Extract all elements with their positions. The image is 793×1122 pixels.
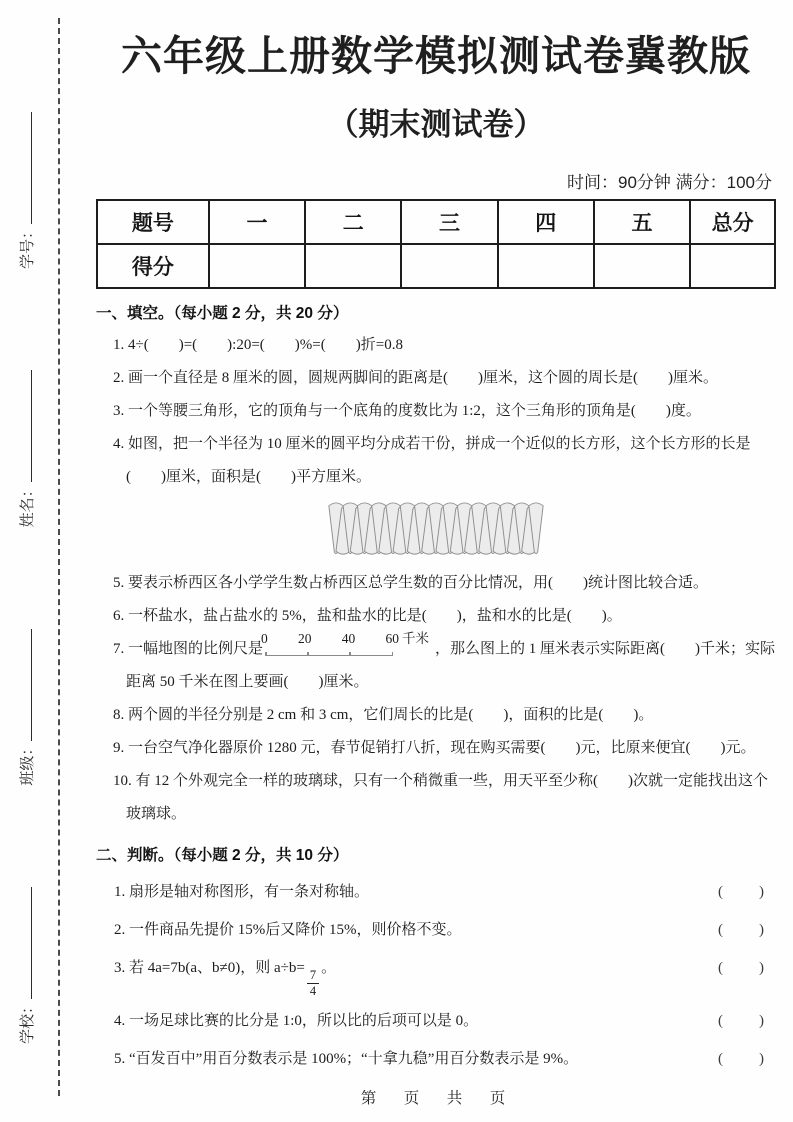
question3-text-after: 。 (321, 960, 337, 977)
scale-tick-label: 20 (298, 631, 312, 647)
judge-question-text: 4. 一场足球比赛的比分是 1:0，所以比的后项可以是 0。 (114, 1013, 479, 1030)
scale-bar-numbers (261, 632, 399, 646)
score-cell (209, 244, 305, 288)
school-field (16, 887, 37, 1044)
judge-question-5 (96, 1044, 776, 1074)
class-field (16, 629, 37, 786)
map-scale-bar (261, 631, 430, 656)
answer-bracket: ( ) (718, 884, 766, 901)
judge-question-1 (96, 877, 776, 907)
scale-bar-tick (392, 652, 394, 656)
score-cell (401, 244, 497, 288)
score-table-score-row (97, 244, 775, 288)
score-header-cell: 四 (498, 200, 594, 244)
scale-tick-label: 60 (385, 631, 400, 647)
judge-question-text (114, 953, 336, 998)
question7-text-before: 7. 一幅地图的比例尺是 (113, 641, 264, 658)
fill-question-8: 8. 两个圆的半径分别是 2 cm 和 3 cm，它们周长的比是( )，面积的比是( )。 (113, 707, 654, 724)
scale-bar-unit: 千米 (402, 631, 430, 647)
fill-question-4: 4. 如图，把一个半径为 10 厘米的圆平均分成若干份，拼成一个近似的长方形，这个长方形的长是( )厘米，面积是( )平方厘米。 (113, 436, 751, 486)
fraction-denominator: 4 (309, 984, 317, 999)
student-info-margin (16, 82, 37, 1062)
score-cell (305, 244, 401, 288)
student-id-blank-line (18, 112, 32, 224)
circle-sectors-svg (325, 498, 547, 560)
judge-question-4 (96, 1006, 776, 1036)
fill-question-2: 2. 画一个直径是 8 厘米的圆，圆规两脚间的距离是( )厘米，这个圆的周长是( )厘米。 (113, 370, 718, 387)
class-blank-line (18, 629, 32, 741)
answer-bracket: ( ) (718, 1013, 766, 1030)
class-label: 班级： (20, 740, 36, 786)
fill-question-9: 9. 一台空气净化器原价 1280 元，春节促销打八折，现在购买需要( )元，比原来便宜( )元。 (113, 740, 756, 757)
name-field (16, 370, 37, 527)
judge-question-text: 2. 一件商品先提价 15%后又降价 15%，则价格不变。 (114, 922, 462, 939)
score-cell (690, 244, 775, 288)
scale-bar-tick (265, 652, 267, 656)
judge-question-2 (96, 915, 776, 945)
judge-question-text: 5. “百发百中”用百分数表示是 100%；“十拿九稳”用百分数表示是 9%。 (114, 1051, 579, 1068)
section1-heading: 一、填空。（每小题 2 分，共 20 分） (96, 305, 349, 323)
judge-question-text: 1. 扇形是轴对称图形，有一条对称轴。 (114, 884, 370, 901)
fold-dashed-line (58, 18, 60, 1096)
section-fill-blanks (96, 301, 776, 831)
page-title: 六年级上册数学模拟测试卷冀教版 (121, 33, 751, 79)
score-header-cell: 题号 (97, 200, 209, 244)
fill-question-5: 5. 要表示桥西区各小学学生数占桥西区总学生数的百分比情况，用( )统计图比较合适。 (113, 575, 708, 592)
school-label: 学校： (20, 998, 36, 1044)
fraction-seven-fourths (307, 969, 319, 998)
student-id-field (16, 112, 37, 269)
score-header-cell: 二 (305, 200, 401, 244)
score-cell (498, 244, 594, 288)
score-row-label: 得分 (97, 244, 209, 288)
school-blank-line (18, 887, 32, 999)
name-blank-line (18, 370, 32, 482)
answer-bracket: ( ) (718, 960, 766, 977)
score-header-cell: 五 (594, 200, 690, 244)
scale-bar-tick (307, 652, 309, 656)
scale-tick-label: 0 (261, 631, 268, 647)
section2-heading: 二、判断。（每小题 2 分，共 10 分） (96, 847, 349, 865)
fill-question-7 (96, 633, 776, 699)
judge-question-3 (96, 953, 776, 998)
student-id-label: 学号： (20, 224, 36, 270)
fraction-numerator: 7 (307, 969, 319, 984)
page-footer: 第 页 共 页 (360, 1090, 512, 1107)
scale-bar-tick (349, 652, 351, 656)
section-judge (96, 843, 776, 1074)
score-cell (594, 244, 690, 288)
fill-question-3: 3. 一个等腰三角形，它的顶角与一个底角的度数比为 1:2，这个三角形的顶角是( )度。 (113, 403, 701, 420)
score-table-header-row (97, 200, 775, 244)
answer-bracket: ( ) (718, 1051, 766, 1068)
fill-question-10: 10. 有 12 个外观完全一样的玻璃球，只有一个稍微重一些，用天平至少称( )次就一定能找出这个玻璃球。 (113, 773, 768, 823)
name-label: 姓名： (20, 482, 36, 528)
score-header-cell: 一 (209, 200, 305, 244)
circle-sectors-figure (96, 498, 776, 565)
score-table (96, 199, 776, 289)
fill-question-1: 1. 4÷( )=( ):20=( )%=( )折=0.8 (113, 337, 403, 354)
answer-bracket: ( ) (718, 922, 766, 939)
question3-text-before: 3. 若 4a=7b(a、b≠0)，则 a÷b= (114, 960, 305, 977)
time-score-meta: 时间：90分钟 满分：100分 (567, 173, 772, 193)
question7-text-after: ，那么图上的 1 厘米表示实际距离( )千米；实际距离 50 千米在图上要画( )厘米。 (126, 641, 776, 691)
exam-content (96, 0, 776, 1074)
page-subtitle: （期末测试卷） (327, 107, 545, 143)
score-header-cell: 三 (401, 200, 497, 244)
scale-bar-line (265, 655, 393, 656)
score-header-cell: 总分 (690, 200, 775, 244)
scale-tick-label: 40 (341, 631, 356, 647)
fill-question-6: 6. 一杯盐水，盐占盐水的 5%，盐和盐水的比是( )，盐和水的比是( )。 (113, 608, 622, 625)
